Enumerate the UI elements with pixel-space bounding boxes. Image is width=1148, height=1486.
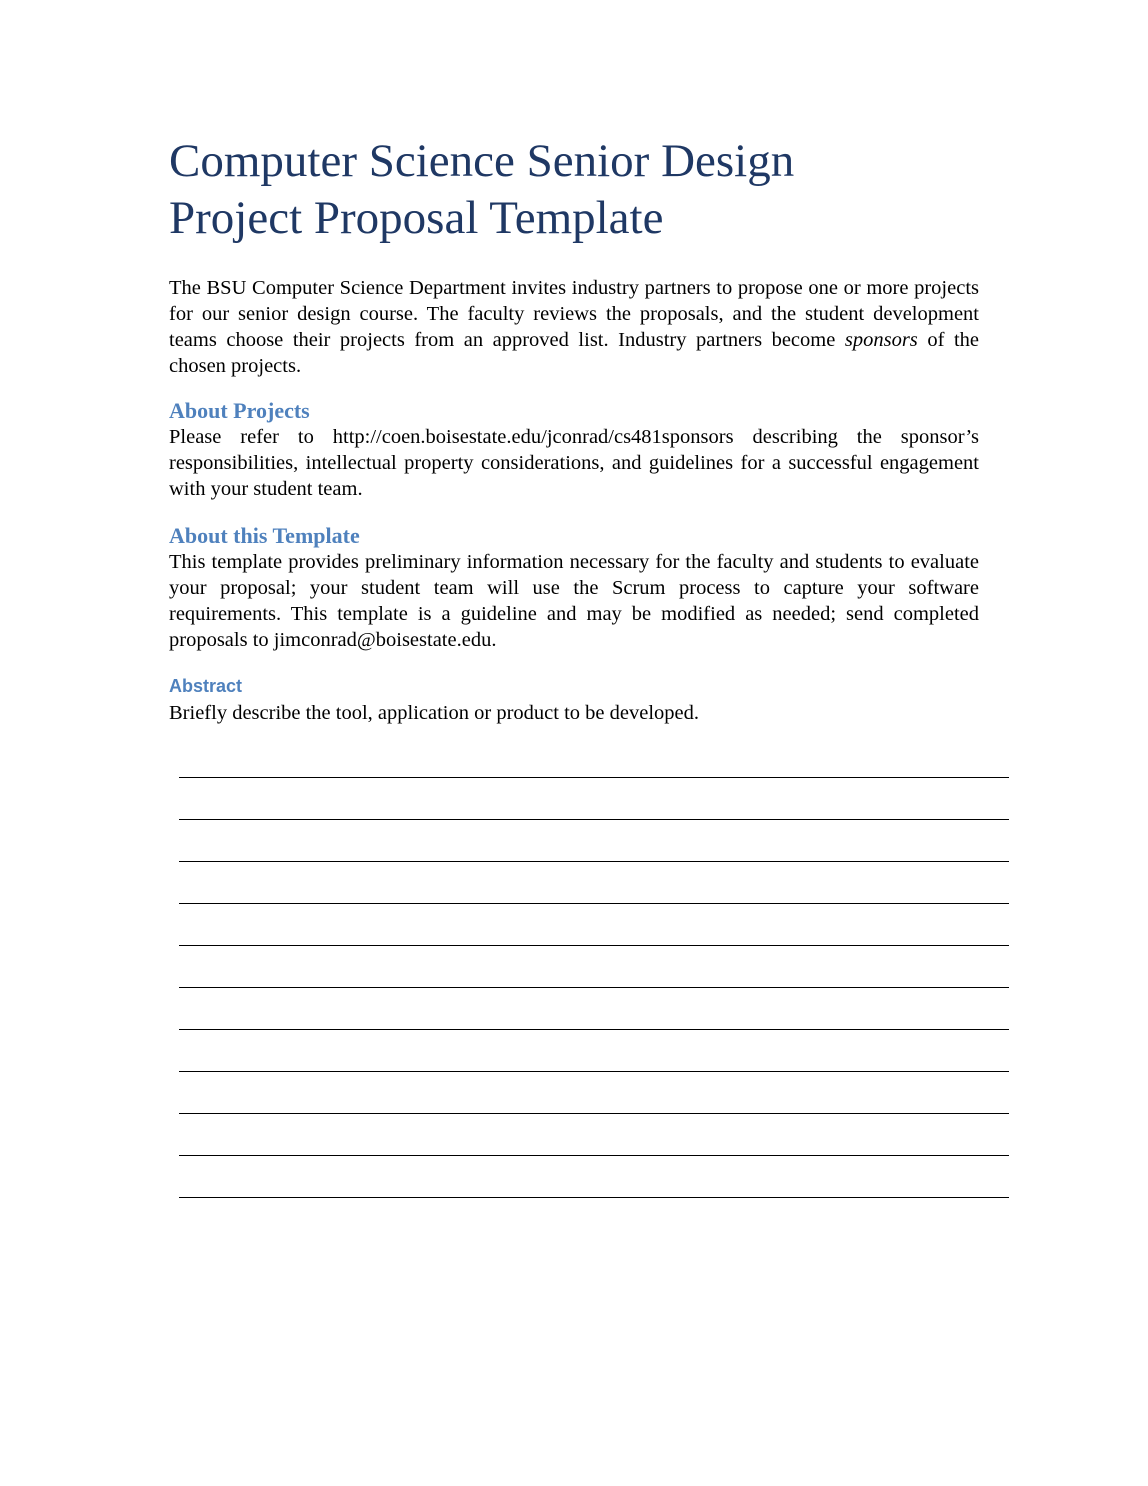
writing-line[interactable] — [179, 987, 1009, 988]
writing-line[interactable] — [179, 945, 1009, 946]
title-line-2: Project Proposal Template — [169, 192, 664, 244]
title-line-1: Computer Science Senior Design — [169, 135, 795, 187]
abstract-writing-lines — [179, 777, 1009, 1239]
intro-text-before: The BSU Computer Science Department invites industry partners to propose one or more projects for our senior design course. The faculty reviews the proposals, and the student development teams choose their projects from an approved list. Industry partners become — [169, 277, 979, 351]
about-projects-heading: About Projects — [169, 398, 310, 423]
writing-line[interactable] — [179, 777, 1009, 778]
writing-line[interactable] — [179, 1071, 1009, 1072]
abstract-section — [169, 674, 979, 726]
intro-emphasis: sponsors — [844, 329, 918, 351]
writing-line[interactable] — [179, 1155, 1009, 1156]
writing-line[interactable] — [179, 1029, 1009, 1030]
writing-line[interactable] — [179, 861, 1009, 862]
intro-text-after: of the chosen projects. — [169, 329, 979, 377]
abstract-heading: Abstract — [169, 676, 243, 696]
about-projects-section — [169, 398, 979, 502]
writing-line[interactable] — [179, 1113, 1009, 1114]
writing-line[interactable] — [179, 903, 1009, 904]
about-template-section — [169, 523, 979, 653]
about-template-heading: About this Template — [169, 523, 360, 548]
abstract-body: Briefly describe the tool, application or product to be developed. — [169, 702, 699, 724]
writing-line[interactable] — [179, 1197, 1009, 1198]
intro-paragraph — [169, 275, 979, 379]
about-projects-body: Please refer to http://coen.boisestate.edu/jconrad/cs481sponsors describing the sponsor’s responsibilities, intellectual property considerations, and guidelines for a successful engagement with your student team. — [169, 426, 979, 500]
about-template-body: This template provides preliminary information necessary for the faculty and students to evaluate your proposal; your student team will use the Scrum process to capture your software requirements. This template is a guideline and may be modified as needed; send completed proposals to jimconrad@boisestate.edu. — [169, 551, 979, 651]
writing-line[interactable] — [179, 819, 1009, 820]
page-title — [169, 133, 989, 247]
